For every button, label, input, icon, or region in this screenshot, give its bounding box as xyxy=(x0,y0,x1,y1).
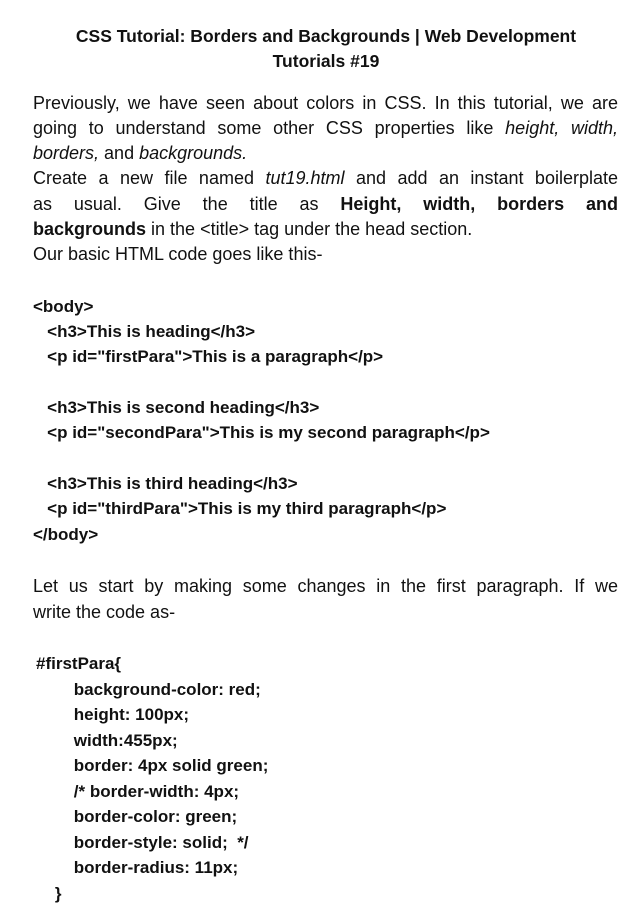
intro-line-6: backgrounds in the <title> tag under the head section. xyxy=(33,219,473,239)
html-code-line: <body> xyxy=(33,297,94,316)
html-code-line: <h3>This is heading</h3> xyxy=(33,322,256,341)
intro-line-2: going to understand some other CSS properties like height, width, xyxy=(33,118,618,138)
middle-line-2: write the code as- xyxy=(33,602,176,622)
css-code-line: border-radius: 11px; xyxy=(36,858,239,877)
css-code-line: /* border-width: 4px; xyxy=(36,782,240,801)
middle-line-1: Let us start by making some changes in the first paragraph. If we xyxy=(33,576,618,596)
css-code-line: height: 100px; xyxy=(36,705,190,724)
html-code-line: <p id="thirdPara">This is my third paragraph</p> xyxy=(33,499,447,518)
intro-line-5: as usual. Give the title as Height, width, borders and xyxy=(33,194,618,214)
intro-line-4: Create a new file named tut19.html and add an instant boilerplate xyxy=(33,168,618,188)
html-code-line: <p id="firstPara">This is a paragraph</p> xyxy=(33,347,384,366)
title-line-2: Tutorials #19 xyxy=(272,51,380,71)
css-code-line: border-style: solid; */ xyxy=(36,833,249,852)
html-code-line: <h3>This is third heading</h3> xyxy=(33,474,298,493)
css-code-line: width:455px; xyxy=(36,731,178,750)
css-code-line: } xyxy=(36,884,62,903)
intro-line-7: Our basic HTML code goes like this- xyxy=(33,244,323,264)
css-code-line: border: 4px solid green; xyxy=(36,756,269,775)
title-line-1: CSS Tutorial: Borders and Backgrounds | Web Development xyxy=(75,26,577,46)
html-code-line: </body> xyxy=(33,525,99,544)
intro-line-1: Previously, we have seen about colors in CSS. In this tutorial, we are xyxy=(33,93,618,113)
css-code-line: #firstPara{ xyxy=(36,654,122,673)
html-code-line: <p id="secondPara">This is my second paragraph</p> xyxy=(33,423,490,442)
page-title xyxy=(40,24,612,74)
intro-line-3: borders, and backgrounds. xyxy=(33,143,248,163)
css-code-line: border-color: green; xyxy=(36,807,238,826)
html-code-line: <h3>This is second heading</h3> xyxy=(33,398,320,417)
css-code-line: background-color: red; xyxy=(36,680,261,699)
